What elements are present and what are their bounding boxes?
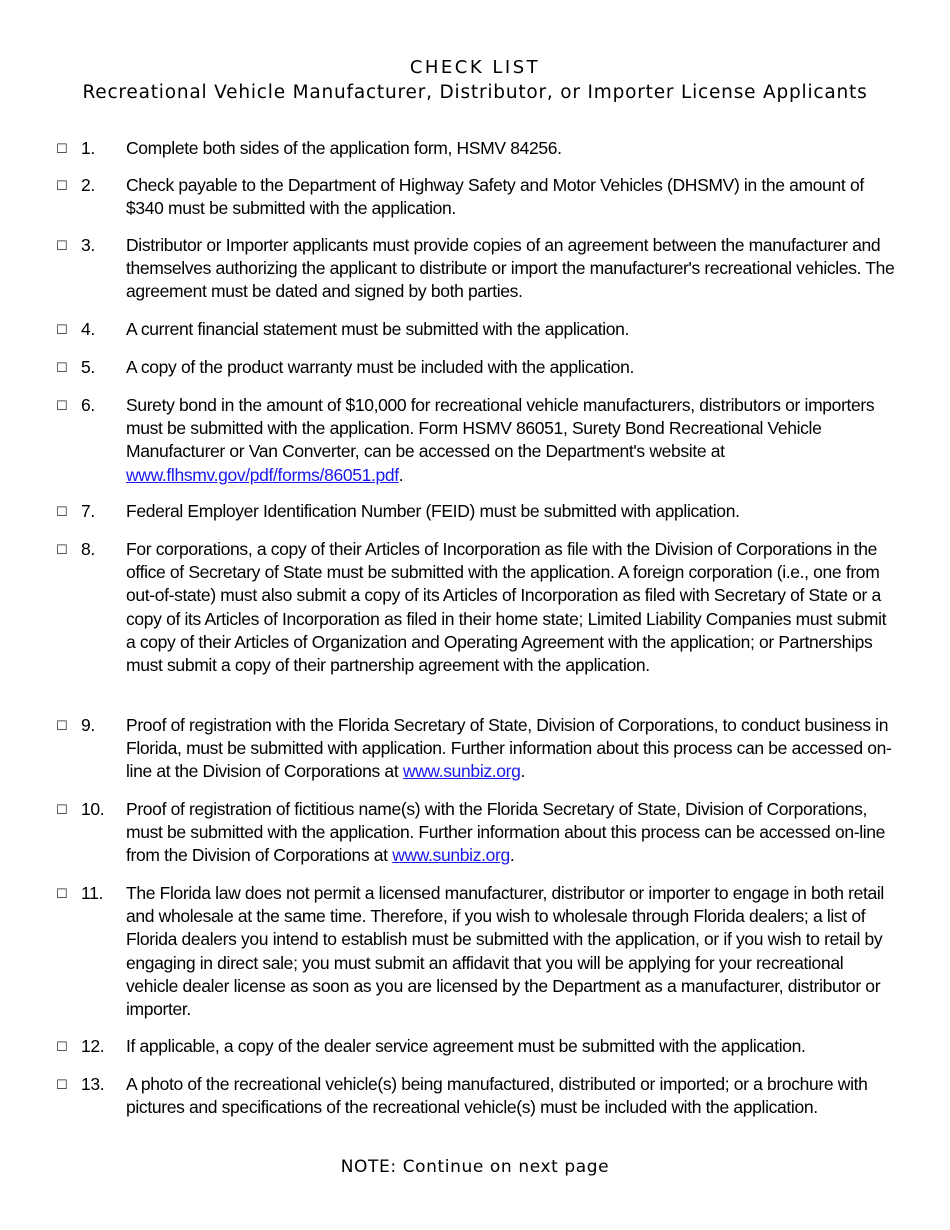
checklist-item — [56, 234, 896, 304]
item-text — [126, 174, 896, 220]
item-text — [126, 318, 896, 341]
item-number: 12. — [81, 1036, 105, 1056]
item-text-body: Distributor or Importer applicants must provide copies of an agreement between the manufacturer and themselves authorizing the applicant to distribute or import the manufacturer's recreational vehicles. The agreement must be dated and signed by both parties. — [126, 235, 895, 302]
item-number: 10. — [81, 799, 105, 819]
item-number: 3. — [81, 235, 95, 255]
checkbox-icon[interactable]: ☐ — [56, 239, 68, 254]
checklist-item — [56, 1035, 896, 1058]
checkbox-icon[interactable]: ☐ — [56, 179, 68, 194]
checkbox-icon[interactable]: ☐ — [56, 543, 68, 558]
item-text-body: A current financial statement must be submitted with the application. — [126, 319, 630, 339]
checkbox-icon[interactable]: ☐ — [56, 399, 68, 414]
checklist-item — [56, 356, 896, 379]
item-number: 2. — [81, 175, 95, 195]
item-text-body: The Florida law does not permit a licensed manufacturer, distributor or importer to engage in both retail and wholesale at the same time. Therefore, if you wish to wholesale through Florida dealers; a list of Florida dealers you intend to establish must be submitted with the application, or if you wish to retail by engaging in direct sale; you must submit an affidavit that you will be applying for your recreational vehicle dealer license as soon as you are licensed by the Department as a manufacturer, distributor or importer. — [126, 883, 884, 1020]
item-text — [126, 882, 896, 1021]
checklist-item — [56, 174, 896, 220]
item-text — [126, 356, 896, 379]
item-text-body: Check payable to the Department of Highway Safety and Motor Vehicles (DHSMV) in the amount of $340 must be submitted with the application. — [126, 175, 864, 219]
checkbox-icon[interactable]: ☐ — [56, 1040, 68, 1055]
checkbox-icon[interactable]: ☐ — [56, 142, 68, 157]
checklist-item — [56, 318, 896, 341]
item-text — [126, 714, 896, 784]
item-link[interactable]: www.flhsmv.gov/pdf/forms/86051.pdf — [126, 464, 399, 485]
item-text — [126, 234, 896, 304]
item-text-body: Proof of registration with the Florida Secretary of State, Division of Corporations, to conduct business in Florida, must be submitted with application. Further information about this process can be accessed on-line at the Division of Corporations at — [126, 715, 892, 782]
checkbox-icon[interactable]: ☐ — [56, 361, 68, 376]
item-text-body: A photo of the recreational vehicle(s) being manufactured, distributed or imported; or a brochure with pictures and specifications of the recreational vehicle(s) must be included with the application. — [126, 1074, 868, 1118]
item-text — [126, 1035, 896, 1058]
item-number: 9. — [81, 715, 95, 735]
item-text-body: If applicable, a copy of the dealer service agreement must be submitted with the application. — [126, 1036, 806, 1056]
continue-note: NOTE: Continue on next page — [340, 1157, 610, 1177]
item-number: 4. — [81, 319, 95, 339]
checklist-item — [56, 1073, 896, 1119]
item-number: 1. — [81, 138, 95, 158]
item-text-suffix: . — [520, 761, 526, 782]
item-text — [126, 394, 896, 487]
checklist-item — [56, 882, 896, 1021]
item-text-body: Federal Employer Identification Number (FEID) must be submitted with application. — [126, 501, 740, 521]
item-link[interactable]: www.sunbiz.org — [392, 845, 510, 866]
checkbox-icon[interactable]: ☐ — [56, 803, 68, 818]
item-text-suffix: . — [509, 845, 515, 866]
checklist-item — [56, 500, 896, 523]
item-text — [126, 500, 896, 523]
checkbox-icon[interactable]: ☐ — [56, 887, 68, 902]
checklist-item — [56, 714, 896, 784]
checkbox-icon[interactable]: ☐ — [56, 505, 68, 520]
item-text-body: Surety bond in the amount of $10,000 for recreational vehicle manufacturers, distributors or importers must be submitted with the application. Form HSMV 86051, Surety Bond Recreational Vehicle Manufacturer or Van Converter, can be accessed on the Department's website at — [126, 395, 875, 462]
item-number: 6. — [81, 395, 95, 415]
item-text-suffix: . — [398, 464, 404, 485]
item-text-body: Complete both sides of the application form, HSMV 84256. — [126, 138, 562, 158]
item-text-body: For corporations, a copy of their Articles of Incorporation as file with the Division of Corporations in the office of Secretary of State must be submitted with the application. A foreign corporation (i.e., one from out-of-state) must also submit a copy of its Articles of Incorporation as filed with Secretary of State or a copy of its Articles of Incorporation as filed in their home state; Limited Liability Companies must submit a copy of their Articles of Organization and Operating Agreement with the application; or Partnerships must submit a copy of their partnership agreement with the application. — [126, 539, 887, 676]
item-link[interactable]: www.sunbiz.org — [402, 761, 521, 782]
item-number: 5. — [81, 357, 95, 377]
checkbox-icon[interactable]: ☐ — [56, 1078, 68, 1093]
item-number: 11. — [81, 883, 103, 903]
page-subtitle: Recreational Vehicle Manufacturer, Distributor, or Importer License Applicants — [82, 82, 868, 103]
item-text — [126, 538, 896, 677]
checklist-item — [56, 394, 896, 487]
item-number: 7. — [81, 501, 95, 521]
item-text — [126, 1073, 896, 1119]
checklist-item — [56, 798, 896, 868]
checkbox-icon[interactable]: ☐ — [56, 719, 68, 734]
item-number: 13. — [81, 1074, 105, 1094]
item-number: 8. — [81, 539, 95, 559]
checkbox-icon[interactable]: ☐ — [56, 323, 68, 338]
checklist-item — [56, 538, 896, 677]
checklist-item — [56, 137, 896, 160]
item-text — [126, 137, 896, 160]
page-title: CHECK LIST — [409, 57, 541, 78]
item-text — [126, 798, 896, 868]
item-text-body: A copy of the product warranty must be included with the application. — [126, 357, 634, 377]
item-text-body: Proof of registration of fictitious name(s) with the Florida Secretary of State, Division of Corporations, must be submitted with the application. Further information about this process can be accessed on-line from the Division of Corporations at — [126, 799, 886, 866]
